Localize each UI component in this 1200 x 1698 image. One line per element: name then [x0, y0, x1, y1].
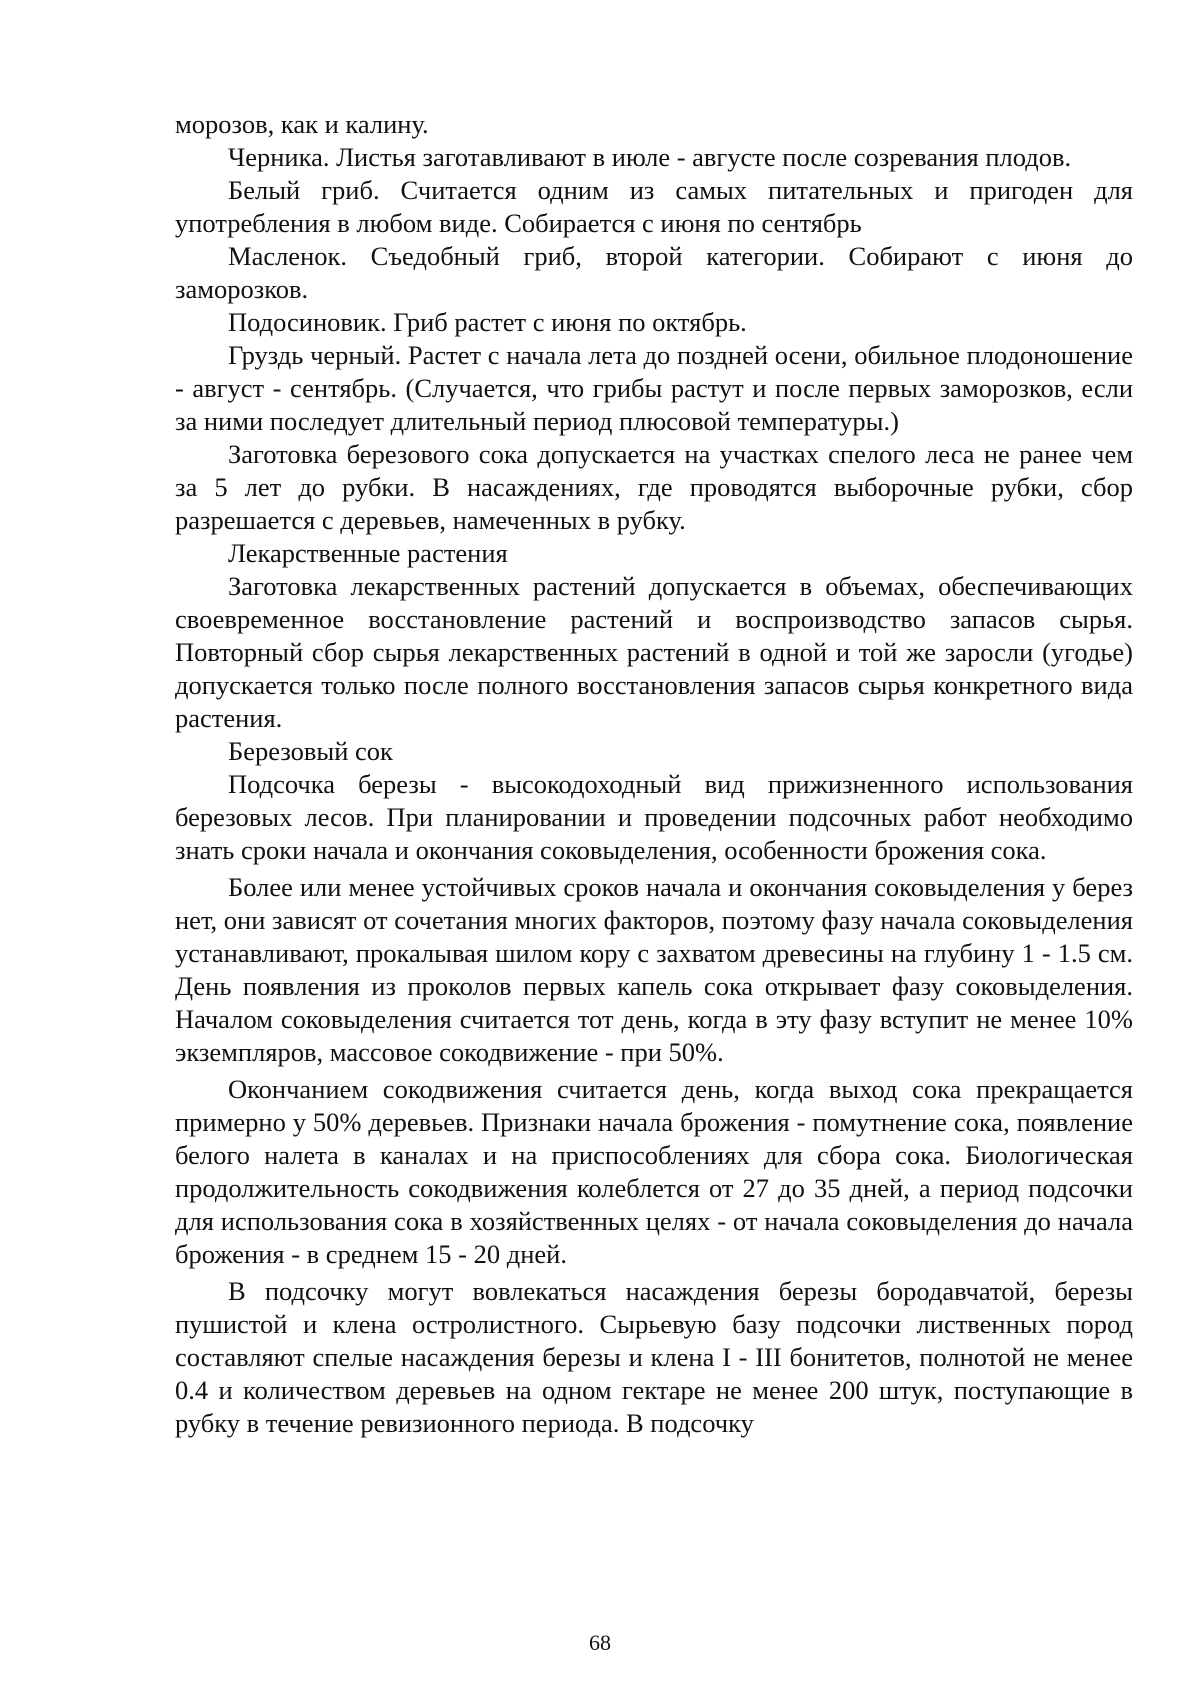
section-heading-birch-sap: Березовый сок [228, 736, 393, 766]
paragraph-butter-mushroom: Масленок. Съедобный гриб, второй категории. Собирают с июня до заморозков. [175, 241, 1133, 304]
paragraph-porcini: Белый гриб. Считается одним из самых питательных и пригоден для употребления в любом виде. Собирается с июня по сентябрь [175, 175, 1133, 238]
paragraph-black-milk-cap: Груздь черный. Растет с начала лета до поздней осени, обильное плодоношение - август - сентябрь. (Случается, что грибы растут и после первых заморозков, если за ними последует длительный период плюсовой температуры.) [175, 340, 1133, 436]
paragraph-sap-flow-onset: Более или менее устойчивых сроков начала и окончания соковыделения у берез нет, они зависят от сочетания многих факторов, поэтому фазу начала соковыделения устанавливают, прокалывая шилом кору с захватом древесины на глубину 1 - 1.5 см. День появления из проколов первых капель сока открывает фазу соковыделения. Началом соковыделения считается тот день, когда в эту фазу вступит не менее 10% экземпляров, массовое сокодвижение - при 50%. [175, 872, 1133, 1067]
paragraph-medicinal-plants: Заготовка лекарственных растений допускается в объемах, обеспечивающих своевременное восстановление растений и воспроизводство запасов сырья. Повторный сбор сырья лекарственных растений в одной и той же заросли (угодье) допускается только после полного восстановления запасов сырья конкретного вида растения. [175, 571, 1133, 733]
page-number: 68 [589, 1630, 611, 1655]
paragraph-orange-cap: Подосиновик. Гриб растет с июня по октябрь. [228, 307, 747, 337]
paragraph-continuation: морозов, как и калину. [175, 109, 429, 139]
paragraph-sap-flow-end: Окончанием сокодвижения считается день, когда выход сока прекращается примерно у 50% деревьев. Признаки начала брожения - помутнение сока, появление белого налета в каналах и на приспособлениях для сбора сока. Биологическая продолжительность сокодвижения колеблется от 27 до 35 дней, а период подсочки для использования сока в хозяйственных целях - от начала соковыделения до начала брожения - в среднем 15 - 20 дней. [175, 1074, 1133, 1269]
paragraph-blueberry: Черника. Листья заготавливают в июле - августе после созревания плодов. [228, 142, 1072, 172]
paragraph-birch-sap-harvest: Заготовка березового сока допускается на участках спелого леса не ранее чем за 5 лет до рубки. В насаждениях, где проводятся выборочные рубки, сбор разрешается с деревьев, намеченных в рубку. [175, 439, 1133, 535]
section-heading-medicinal-plants: Лекарственные растения [228, 538, 508, 568]
document-body [175, 108, 1133, 1440]
paragraph-tapping-stands: В подсочку могут вовлекаться насаждения березы бородавчатой, березы пушистой и клена остролистного. Сырьевую базу подсочки лиственных пород составляют спелые насаждения березы и клена I - III бонитетов, полнотой не менее 0.4 и количеством деревьев на одном гектаре не менее 200 штук, поступающие в рубку в течение ревизионного периода. В подсочку [175, 1276, 1133, 1438]
paragraph-birch-tapping: Подсочка березы - высокодоходный вид прижизненного использования березовых лесов. При планировании и проведении подсочных работ необходимо знать сроки начала и окончания соковыделения, особенности брожения сока. [175, 769, 1133, 865]
